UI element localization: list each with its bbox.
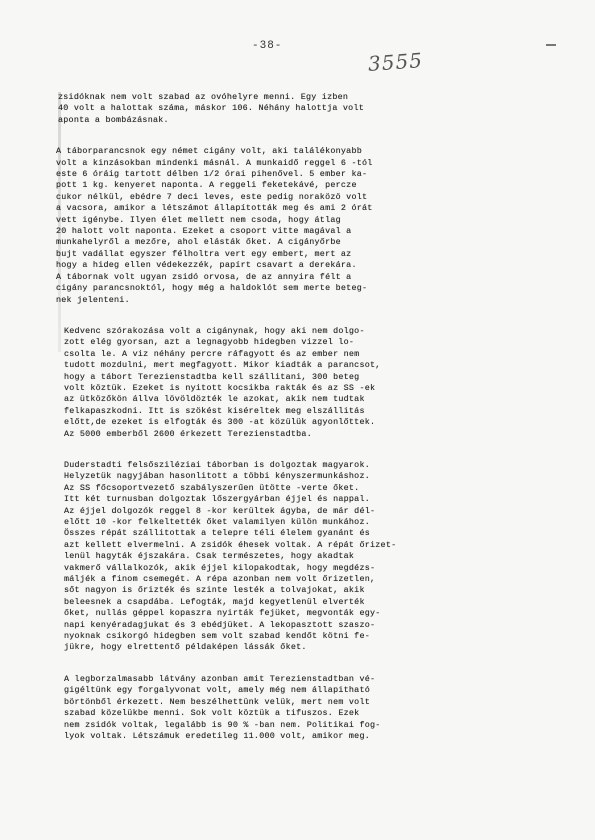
paragraph-shelter-deaths: zsidóknak nem volt szabad az ovóhelyre menni. Egy izben 40 volt a halottak száma, máskor 106. Néhány halottja volt aponta a bombázásnak. [58,92,364,125]
paragraph-camp-commander: A táborparancsnok egy német cigány volt, aki találékonyabb volt a kinzásokban mindenki másnál. A munkaidő reggel 6 -tól este 6 óráig tartott délben 1/2 órai pihenővel. 5 ember ka- pott 1 kg. kenyeret naponta. A reggeli feketekávé, percze cukor nélkül, ebédre 7 deci leves, este pedig noraközö volt a vacsora, amikor a létszámot állapították meg és ami 2 órát vett igénybe. Ilyen élet mellett nem csoda, hogy átlag 20 halott volt naponta. Ezeket a csoport vitte magával a munkahelyről a mezőre, ahol elásták őket. A cigányőrbe bujt vadállat egyszer félholtra vert egy embert, mert az hogy a hideg ellen védekezzék, papírt csavart a derekára. A tábornak volt ugyan zsidó orvosa, de az annyira félt a cigány parancsnoktól, hogy még a haldoklót sem merte beteg- nek jelenteni. [56,146,373,305]
paragraph-water-punishment: Kedvenc szórakozása volt a cigánynak, hogy aki nem dolgo- zott elég gyorsan, azt a legnagyobb hidegben vizzel lo- csolta le. A viz néhány percre ráfagyott és az ember nem tudott mozdulni, mert megfagyott. Mikor kiadták a parancsot, hogy a tábort Terezienstadtba kell szállitani, 300 beteg volt köztük. Ezeket is nyitott kocsikba rakták és az SS -ek az ütközőkön állva lövöldözték le azokat, akik nem tudtak felkapaszkodni. Itt is szökést kiséreltek meg elszállitás előtt,de ezeket is elfogták és 300 -at közülük agyonlőttek. Az 5000 emberből 2600 érkezett Terezienstadtba. [64,325,381,439]
handwritten-archive-number: 3555 [367,48,424,76]
page-number: -38- [252,40,283,52]
typewritten-text-body [56,92,534,742]
paragraph-duderstadt-camp: Duderstadti felsősziléziai táborban is dolgoztak magyarok. Helyzetük nagyjában hasonlitott a többi kényszermunkáshoz. Az SS főcsoportvezető szabályszerűen ütötte -verte őket. Itt két turnusban dolgoztak lőszergyárban éjjel és nappal. Az éjjel dolgozók reggel 8 -kor kerültek ágyba, de már dél- előtt 10 -kor felkeltették őket valamilyen külön munkához. Összes répát szállitottak a telepre téli élelem gyanánt és azt kellett elvermelni. A zsidók éhesek voltak. A répát őrizet- lenül hagyták éjszakára. Csak természetes, hogy akadtak vakmerő vállalkozók, akik éjjel kilopakodtak, hogy megdézs- máljék a finom csemegét. A répa azonban nem volt őrizetlen, sőt nagyon is őrizték és szinte lesték a tolvajokat, akik beleesnek a csapdába. Lefogták, majd kegyetlenül elverték őket, nullás géppel kopaszra nyirták fejüket, megvonták egy- napi kenyéradagjukat és 3 ebédjüket. A lekopasztott szaszo- nyoknak csikorgó hidegben sem volt szabad kendőt kötni fe- jükre, hogy elrettentő példaképen lássák őket. [64,459,397,653]
paragraph-terezienstadt-train: A legborzalmasabb látvány azonban amit Terezienstadtban vé- gigéltünk egy forgalyvonat volt, amely még nem állapitható börtönből érkezett. Nem beszélhettünk velük, mert nem volt szabad közelükbe menni. Sok volt köztük a tifuszos. Ezek nem zsidók voltak, legalább is 90 % -ban nem. Politikai fog- lyok voltak. Létszámuk eredetileg 11.000 volt, amikor meg. [64,673,381,741]
margin-mark [546,44,556,46]
